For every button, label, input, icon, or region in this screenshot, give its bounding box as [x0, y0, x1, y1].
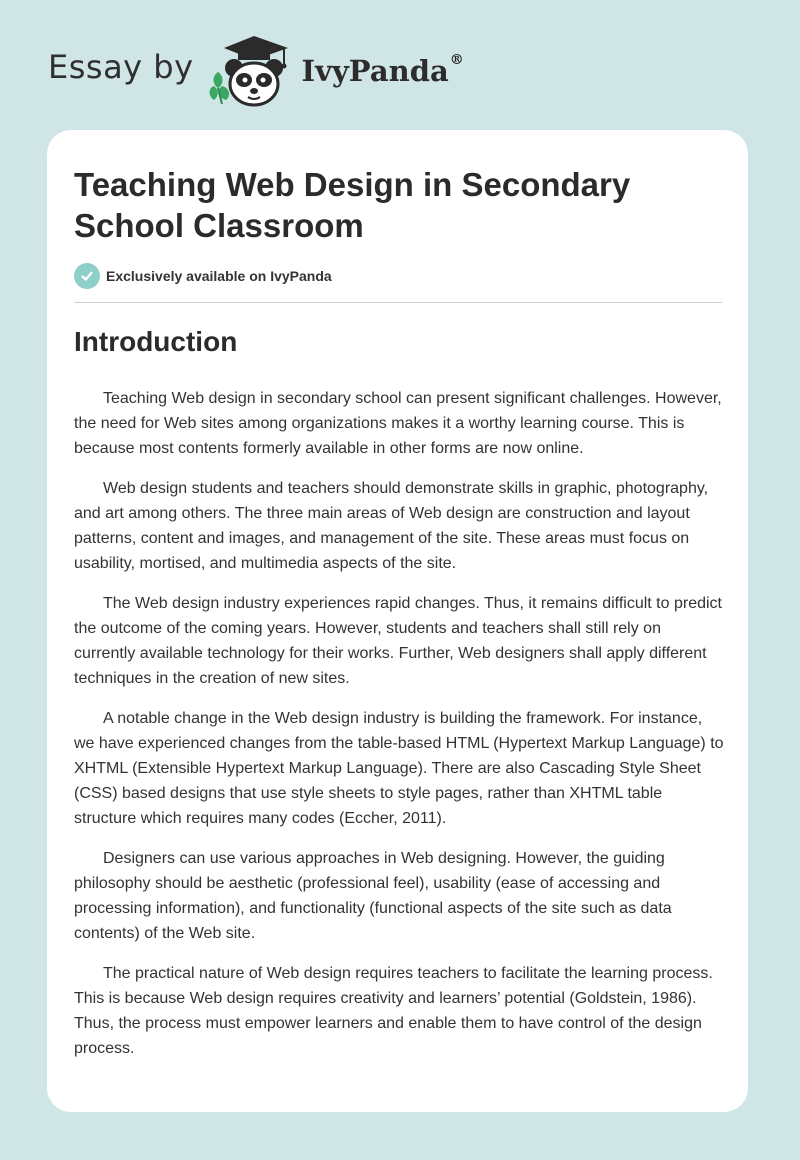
registered-mark: ® [449, 52, 464, 68]
paragraph: A notable change in the Web design industry is building the framework. For instance, we have experienced changes from the table-based HTML (Hypertext Markup Language) to XHTML (Extensible Hypertext Markup Language). There are also Cascading Style Sheet (CSS) based designs that use style sheets to style pages, rather than XHTML table structure which requires many codes (Eccher, 2011). [74, 710, 724, 827]
site-header [48, 30, 748, 110]
paragraph: The Web design industry experiences rapid changes. Thus, it remains difficult to predict the outcome of the coming years. However, students and teachers shall still rely on currently available technology for their works. Further, Web designers shall apply different techniques in the creation of new sites. [74, 595, 722, 687]
check-icon [74, 263, 100, 289]
exclusive-badge-label: Exclusively available on IvyPanda [106, 268, 332, 284]
exclusive-badge [74, 263, 332, 289]
essay-by-label: Essay by [48, 48, 194, 86]
page-title: Teaching Web Design in Secondary School Classroom [74, 166, 631, 244]
section-heading: Introduction [74, 326, 238, 357]
essay-card [47, 130, 748, 1112]
panda-logo-icon[interactable] [204, 30, 300, 110]
divider [74, 302, 722, 303]
paragraph: Designers can use various approaches in Web designing. However, the guiding philosophy should be aesthetic (professional feel), usability (ease of accessing and processing information), and functionality (functional aspects of the site such as data contents) of the Web site. [74, 850, 672, 942]
paragraph: Web design students and teachers should demonstrate skills in graphic, photography, and art among others. The three main areas of Web design are construction and layout patterns, content and images, and management of the site. These areas must focus on usability, mortised, and multimedia aspects of the site. [74, 480, 709, 572]
brand-name[interactable]: IvyPanda® [301, 52, 464, 88]
paragraph: The practical nature of Web design requires teachers to facilitate the learning process. This is because Web design requires creativity and learners’ potential (Goldstein, 1986). Thus, the process must empower learners and enable them to have control of the design process. [74, 965, 713, 1057]
paragraph: Teaching Web design in secondary school can present significant challenges. However, the need for Web sites among organizations makes it a worthy learning course. This is because most contents formerly available in other forms are now online. [74, 390, 722, 457]
essay-body [74, 386, 724, 1076]
